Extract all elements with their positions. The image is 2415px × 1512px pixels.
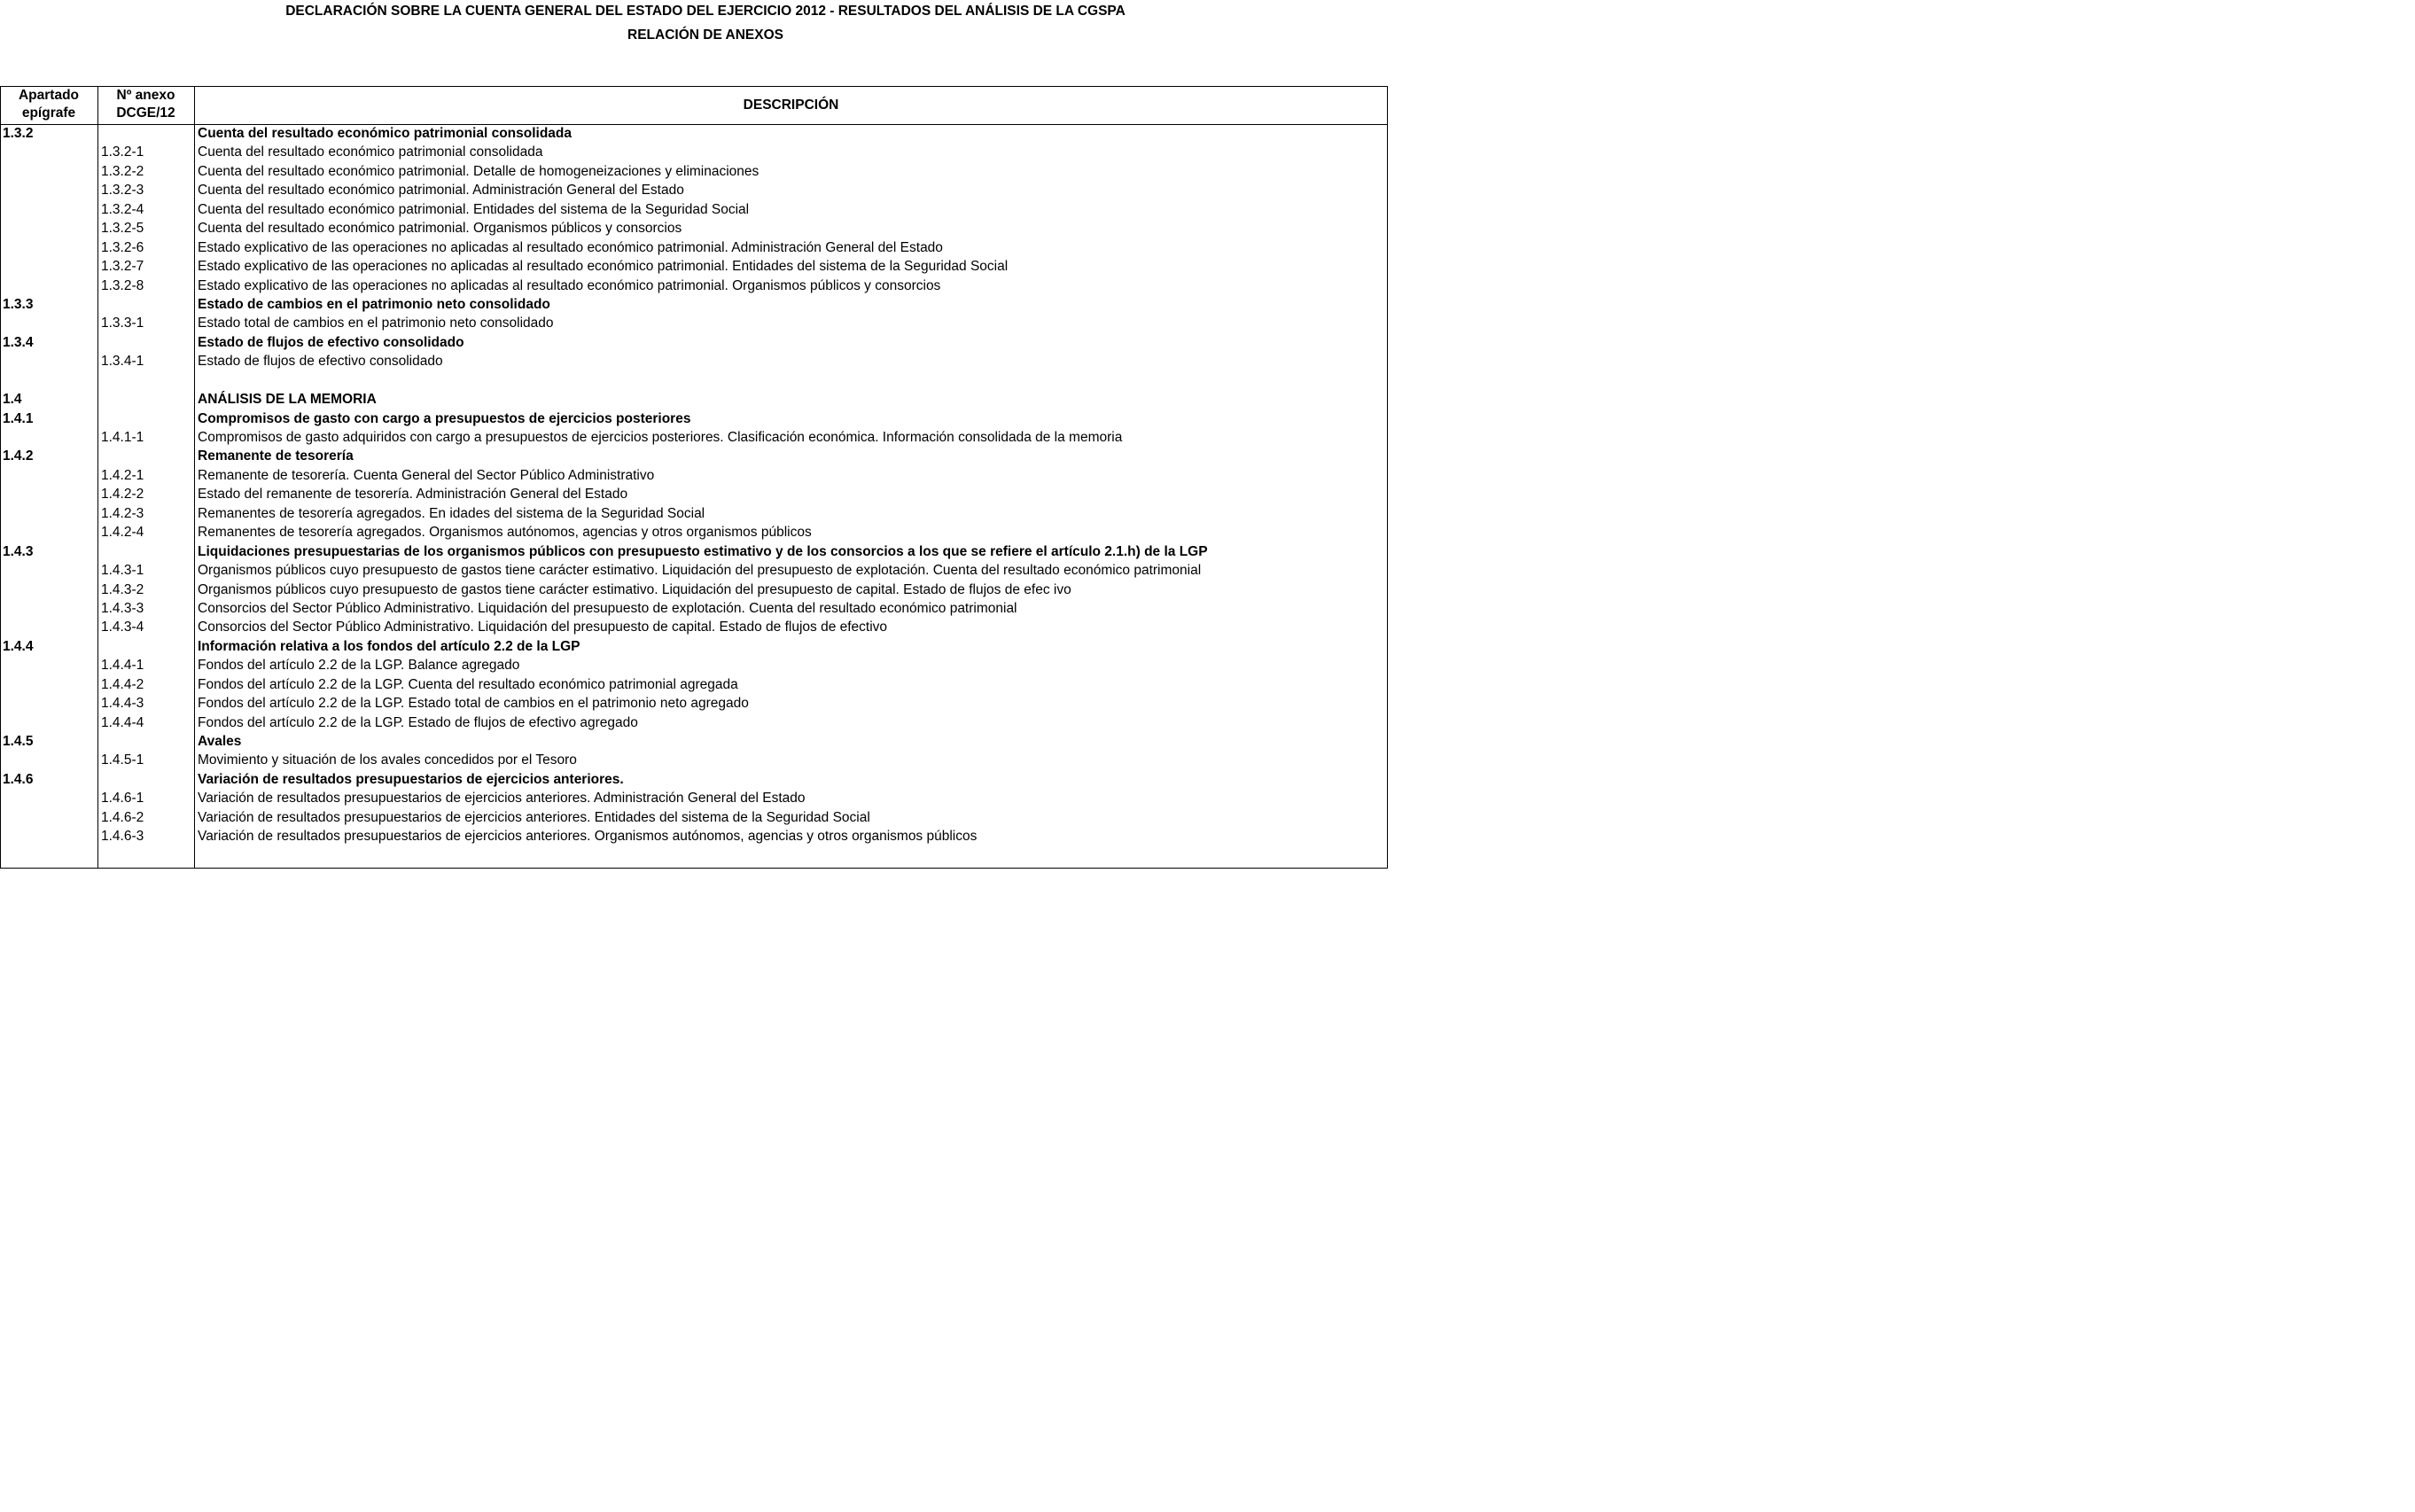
anexo-cell: 1.4.2-4 — [101, 525, 144, 541]
anexo-cell: 1.3.4-1 — [101, 354, 144, 370]
table-row — [0, 353, 1388, 371]
anexo-cell: 1.4.2-3 — [101, 505, 144, 521]
anexo-cell: 1.4.4-2 — [101, 676, 144, 692]
anexo-cell: 1.4.5-1 — [101, 752, 144, 768]
descripcion-cell: Remanente de tesorería — [198, 448, 354, 464]
header-anexo-line2: DCGE/12 — [116, 105, 175, 121]
table-row — [0, 714, 1388, 733]
descripcion-cell: Estado explicativo de las operaciones no aplicadas al resultado económico patrimonial. Organismos públicos y consorcios — [198, 277, 941, 293]
apartado-cell: 1.3.4 — [3, 334, 34, 350]
descripcion-cell: Estado total de cambios en el patrimonio neto consolidado — [198, 316, 554, 331]
apartado-cell: 1.4.3 — [3, 543, 34, 559]
apartado-cell: 1.4 — [3, 392, 22, 408]
descripcion-cell: Remanentes de tesorería agregados. Organismos autónomos, agencias y otros organismos públicos — [198, 525, 812, 541]
table-row — [0, 448, 1388, 466]
table-row — [0, 619, 1388, 637]
header-descripcion: DESCRIPCIÓN — [743, 97, 839, 113]
descripcion-cell: Fondos del artículo 2.2 de la LGP. Estado de flujos de efectivo agregado — [198, 714, 638, 730]
table-body — [0, 125, 1388, 847]
descripcion-cell: Estado explicativo de las operaciones no aplicadas al resultado económico patrimonial. Entidades del sistema de la Seguridad Social — [198, 259, 1009, 275]
anexo-cell: 1.3.2-5 — [101, 221, 144, 237]
table-row — [0, 144, 1388, 162]
table-row — [0, 410, 1388, 429]
anexo-cell: 1.3.2-8 — [101, 277, 144, 293]
anexo-cell: 1.4.2-2 — [101, 487, 144, 503]
apartado-cell: 1.4.1 — [3, 410, 34, 426]
apartado-cell: 1.3.3 — [3, 296, 34, 312]
table-row — [0, 600, 1388, 619]
table-row — [0, 638, 1388, 657]
table-row — [0, 752, 1388, 770]
descripcion-cell: Movimiento y situación de los avales concedidos por el Tesoro — [198, 752, 577, 768]
table-row — [0, 429, 1388, 448]
anexo-cell: 1.3.2-6 — [101, 239, 144, 255]
anexo-cell: 1.4.3-1 — [101, 563, 144, 579]
table-row — [0, 562, 1388, 581]
document-subtitle: RELACIÓN DE ANEXOS — [627, 27, 783, 43]
descripcion-cell: Compromisos de gasto con cargo a presupuestos de ejercicios posteriores — [198, 410, 691, 426]
table-row — [0, 524, 1388, 542]
descripcion-cell: Consorcios del Sector Público Administrativo. Liquidación del presupuesto de capital. Estado de flujos de efectivo — [198, 620, 888, 635]
header-anexo-line1: Nº anexo — [116, 88, 175, 103]
anexo-cell: 1.3.2-2 — [101, 163, 144, 179]
anexo-cell: 1.4.3-3 — [101, 600, 144, 616]
descripcion-cell: Avales — [198, 734, 242, 749]
descripcion-cell: Organismos públicos cuyo presupuesto de gastos tiene carácter estimativo. Liquidación del presupuesto de capital. Estado de flujos de efec ivo — [198, 581, 1071, 597]
anexo-cell: 1.4.6-2 — [101, 809, 144, 825]
table-row — [0, 581, 1388, 600]
document-title: DECLARACIÓN SOBRE LA CUENTA GENERAL DEL ESTADO DEL EJERCICIO 2012 - RESULTADOS DEL ANÁLISIS DE LA CGSPA — [285, 4, 1126, 19]
anexo-cell: 1.3.2-4 — [101, 201, 144, 217]
table-row — [0, 467, 1388, 486]
header-anexo — [97, 87, 194, 122]
descripcion-cell: ANÁLISIS DE LA MEMORIA — [198, 392, 377, 408]
table-row — [0, 733, 1388, 752]
anexo-cell: 1.4.4-4 — [101, 714, 144, 730]
table-row — [0, 182, 1388, 200]
descripcion-cell: Estado del remanente de tesorería. Administración General del Estado — [198, 487, 628, 503]
anexo-cell: 1.4.3-2 — [101, 581, 144, 597]
table-row — [0, 657, 1388, 675]
table-row — [0, 695, 1388, 713]
table-row — [0, 125, 1388, 144]
apartado-cell: 1.3.2 — [3, 126, 34, 141]
descripcion-cell: Cuenta del resultado económico patrimonial. Entidades del sistema de la Seguridad Social — [198, 201, 750, 217]
descripcion-cell: Cuenta del resultado económico patrimonial. Organismos públicos y consorcios — [198, 221, 682, 237]
table-row — [0, 828, 1388, 846]
anexo-cell: 1.4.2-1 — [101, 467, 144, 483]
anexo-cell: 1.3.3-1 — [101, 316, 144, 331]
table-row — [0, 201, 1388, 220]
descripcion-cell: Fondos del artículo 2.2 de la LGP. Balance agregado — [198, 658, 520, 674]
table-row — [0, 163, 1388, 182]
table-row — [0, 505, 1388, 524]
apartado-cell: 1.4.4 — [3, 638, 34, 654]
descripcion-cell: Estado explicativo de las operaciones no aplicadas al resultado económico patrimonial. Administración General del Estado — [198, 239, 943, 255]
table-row — [0, 239, 1388, 258]
descripcion-cell: Liquidaciones presupuestarias de los organismos públicos con presupuesto estimativo y de los consorcios a los que se refiere el artículo 2.1.h) de la LGP — [198, 543, 1208, 559]
anexo-cell: 1.4.6-3 — [101, 829, 144, 845]
descripcion-cell: Información relativa a los fondos del artículo 2.2 de la LGP — [198, 638, 580, 654]
table-row — [0, 315, 1388, 333]
table-row — [0, 543, 1388, 562]
table-row — [0, 790, 1388, 808]
descripcion-cell: Cuenta del resultado económico patrimonial. Detalle de homogeneizaciones y eliminaciones — [198, 163, 760, 179]
anexo-cell: 1.4.4-3 — [101, 696, 144, 712]
anexo-cell: 1.3.2-7 — [101, 259, 144, 275]
table-row — [0, 391, 1388, 409]
table-row — [0, 771, 1388, 790]
anexo-cell: 1.3.2-1 — [101, 144, 144, 160]
table-row — [0, 486, 1388, 504]
descripcion-cell: Variación de resultados presupuestarios de ejercicios anteriores. — [198, 771, 624, 787]
descripcion-cell: Estado de flujos de efectivo consolidado — [198, 354, 443, 370]
descripcion-cell: Variación de resultados presupuestarios de ejercicios anteriores. Administración General del Estado — [198, 791, 806, 807]
descripcion-cell: Fondos del artículo 2.2 de la LGP. Estado total de cambios en el patrimonio neto agregado — [198, 696, 749, 712]
anexo-cell: 1.4.6-1 — [101, 791, 144, 807]
header-apartado-line2: epígrafe — [21, 105, 76, 121]
descripcion-cell: Variación de resultados presupuestarios de ejercicios anteriores. Entidades del sistema de la Seguridad Social — [198, 809, 870, 825]
descripcion-cell: Estado de cambios en el patrimonio neto consolidado — [198, 296, 550, 312]
descripcion-cell: Estado de flujos de efectivo consolidado — [198, 334, 464, 350]
table-row — [0, 372, 1388, 391]
descripcion-cell: Remanentes de tesorería agregados. En idades del sistema de la Seguridad Social — [198, 505, 705, 521]
descripcion-cell: Cuenta del resultado económico patrimonial consolidada — [198, 126, 573, 141]
table-row — [0, 809, 1388, 828]
apartado-cell: 1.4.6 — [3, 771, 34, 787]
descripcion-cell: Variación de resultados presupuestarios de ejercicios anteriores. Organismos autónomos, agencias y otros organismos públicos — [198, 829, 978, 845]
descripcion-cell: Cuenta del resultado económico patrimonial consolidada — [198, 144, 543, 160]
table-row — [0, 258, 1388, 277]
apartado-cell: 1.4.5 — [3, 734, 34, 749]
descripcion-cell: Remanente de tesorería. Cuenta General del Sector Público Administrativo — [198, 467, 655, 483]
table-row — [0, 296, 1388, 315]
anexo-cell: 1.3.2-3 — [101, 183, 144, 199]
table-row — [0, 334, 1388, 353]
descripcion-cell: Fondos del artículo 2.2 de la LGP. Cuenta del resultado económico patrimonial agregada — [198, 676, 738, 692]
anexo-cell: 1.4.4-1 — [101, 658, 144, 674]
descripcion-cell: Consorcios del Sector Público Administrativo. Liquidación del presupuesto de explotación. Cuenta del resultado económico patrimonial — [198, 600, 1017, 616]
header-apartado-line1: Apartado — [18, 88, 80, 103]
anexo-cell: 1.4.1-1 — [101, 430, 144, 445]
descripcion-cell: Organismos públicos cuyo presupuesto de gastos tiene carácter estimativo. Liquidación del presupuesto de explotación. Cuenta del resultado económico patrimonial — [198, 563, 1202, 579]
table-row — [0, 676, 1388, 695]
apartado-cell: 1.4.2 — [3, 448, 34, 464]
header-apartado — [0, 87, 97, 122]
table-row — [0, 277, 1388, 296]
descripcion-cell: Compromisos de gasto adquiridos con cargo a presupuestos de ejercicios posteriores. Clasificación económica. Información consolidada de la memoria — [198, 430, 1123, 445]
descripcion-cell: Cuenta del resultado económico patrimonial. Administración General del Estado — [198, 183, 684, 199]
anexo-cell: 1.4.3-4 — [101, 620, 144, 635]
table-row — [0, 220, 1388, 238]
